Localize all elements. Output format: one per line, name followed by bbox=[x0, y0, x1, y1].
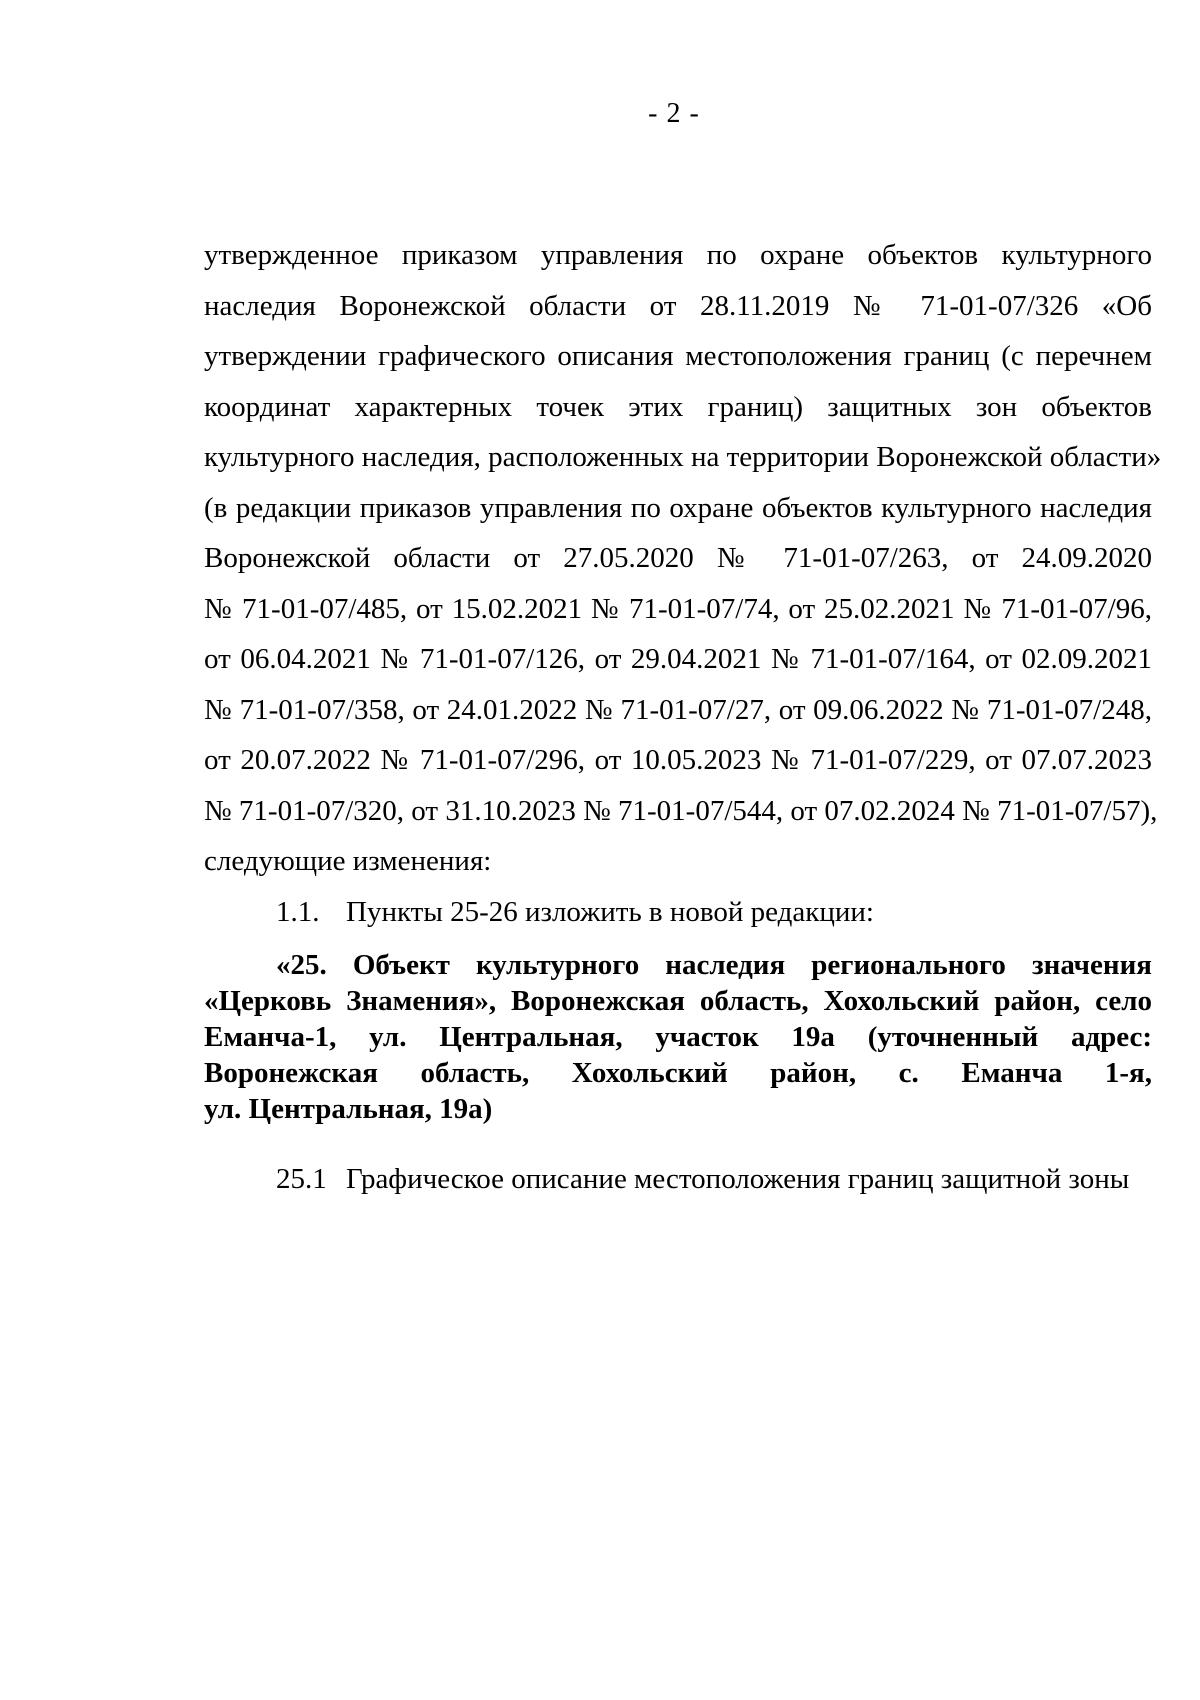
paragraph-line: координат характерных точек этих границ) защитных зон объектов bbox=[204, 390, 1152, 423]
bold-section-25 bbox=[204, 947, 1152, 1127]
paragraph-line: № 71-01-07/485, от 15.02.2021 № 71-01-07/74, от 25.02.2021 № 71-01-07/96, bbox=[204, 592, 1152, 625]
paragraph-line: № 71-01-07/320, от 31.10.2023 № 71-01-07/544, от 07.02.2024 № 71-01-07/57), bbox=[204, 794, 1158, 827]
bold-line: «Церковь Знамения», Воронежская область, Хохольский район, село bbox=[204, 985, 1152, 1017]
paragraph-line: от 06.04.2021 № 71-01-07/126, от 29.04.2021 № 71-01-07/164, от 02.09.2021 bbox=[204, 643, 1152, 675]
item-text: Графическое описание местоположения границ защитной зоны bbox=[346, 1163, 1130, 1195]
paragraph-line: от 20.07.2022 № 71-01-07/296, от 10.05.2023 № 71-01-07/229, от 07.07.2023 bbox=[204, 744, 1152, 776]
bold-line: Воронежская область, Хохольский район, с. Еманча 1-я, bbox=[204, 1057, 1152, 1089]
paragraph-line: следующие изменения: bbox=[204, 845, 492, 877]
page-number: - 2 - bbox=[648, 98, 700, 129]
paragraph-line: культурного наследия, расположенных на территории Воронежской области» bbox=[204, 441, 1162, 473]
paragraph-line: Воронежской области от 27.05.2020 № 71-01-07/263, от 24.09.2020 bbox=[204, 542, 1152, 574]
item-text: Пункты 25-26 изложить в новой редакции: bbox=[346, 895, 874, 928]
paragraph-line: наследия Воронежской области от 28.11.2019 № 71-01-07/326 «Об bbox=[204, 289, 1152, 322]
bold-line: «25. Объект культурного наследия регионального значения bbox=[276, 949, 1152, 981]
document-body bbox=[204, 230, 1162, 1199]
paragraph-line: № 71-01-07/358, от 24.01.2022 № 71-01-07/27, от 09.06.2022 № 71-01-07/248, bbox=[204, 693, 1152, 726]
item-number: 1.1. bbox=[276, 895, 320, 928]
paragraph-line: утверждении графического описания местоположения границ (с перечнем bbox=[204, 340, 1152, 372]
bold-line: ул. Центральная, 19а) bbox=[204, 1093, 493, 1125]
paragraph-line: утвержденное приказом управления по охране объектов культурного bbox=[204, 239, 1152, 271]
paragraph-line: (в редакции приказов управления по охране объектов культурного наследия bbox=[204, 491, 1152, 524]
item-1-1 bbox=[204, 887, 1152, 938]
item-number: 25.1 bbox=[276, 1163, 327, 1195]
item-25-1 bbox=[204, 1159, 1152, 1199]
bold-line: Еманча-1, ул. Центральная, участок 19а (уточненный адрес: bbox=[204, 1021, 1152, 1053]
main-paragraph bbox=[204, 230, 1162, 887]
